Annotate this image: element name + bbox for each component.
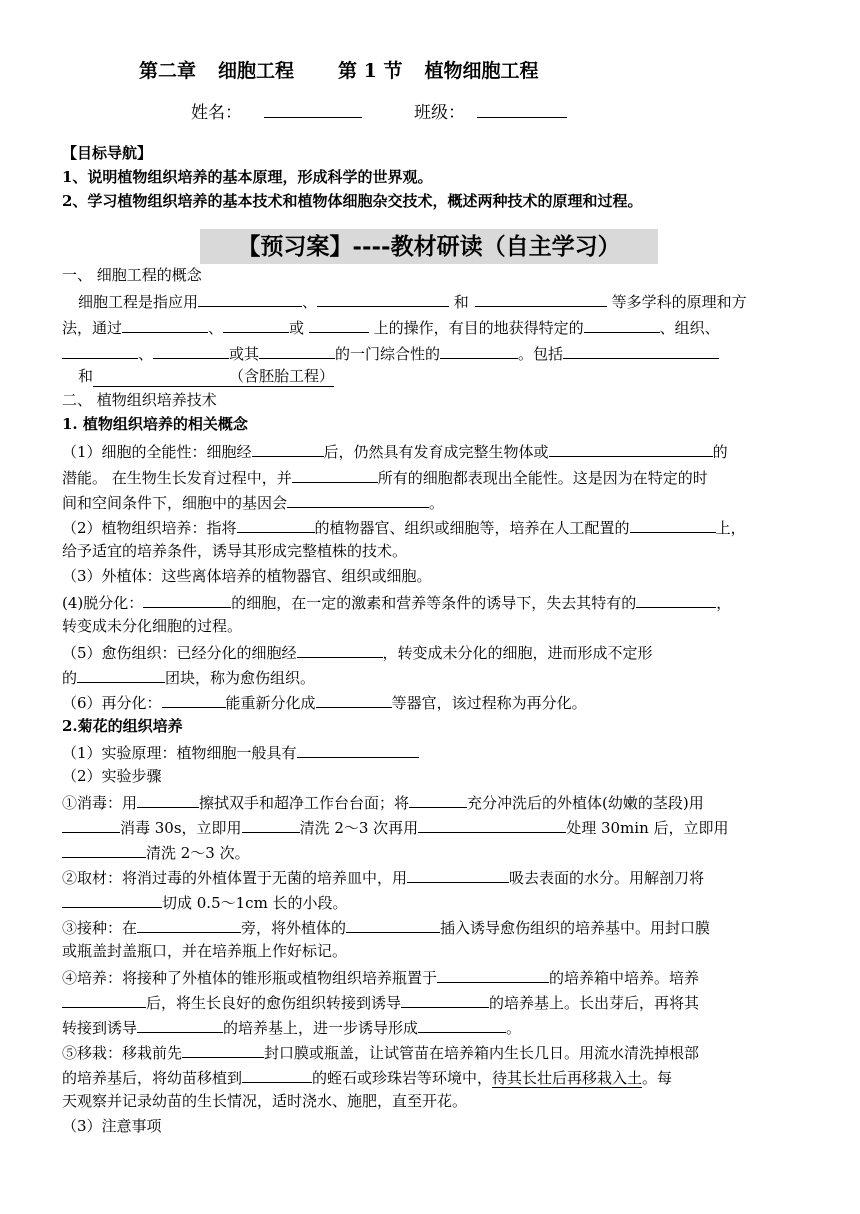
principle-line: （1）实验原理：植物细胞一般具有 bbox=[62, 741, 419, 763]
concept-5-line-1: （5）愈伤组织：已经分化的细胞经 ，转变成未分化的细胞，进而形成不定形 bbox=[62, 641, 653, 663]
blank[interactable] bbox=[137, 916, 241, 933]
section-number: 第 1 节 bbox=[338, 60, 403, 82]
blank[interactable] bbox=[292, 466, 378, 483]
blank[interactable] bbox=[198, 290, 302, 307]
blank[interactable] bbox=[437, 966, 549, 983]
blank[interactable] bbox=[122, 316, 208, 333]
blank[interactable] bbox=[182, 1041, 264, 1058]
chapter-number: 第二章 bbox=[139, 60, 197, 82]
step-1-line-3: 清洗 2～3 次。 bbox=[62, 841, 250, 863]
step-4-line-2: 后，将生长良好的愈伤组织转接到诱导 的培养基上。长出芽后，再将其 bbox=[62, 991, 699, 1013]
concept-1-line-3: 间和空间条件下，细胞中的基因会 。 bbox=[62, 491, 444, 513]
blank[interactable] bbox=[418, 816, 566, 833]
blank-embryo-engineering[interactable]: （含胚胎工程） bbox=[93, 366, 334, 387]
blank[interactable] bbox=[237, 516, 315, 533]
step-3-line-2: 或瓶盖封盖瓶口，并在培养瓶上作好标记。 bbox=[62, 942, 348, 960]
section-title: 植物细胞工程 bbox=[424, 60, 539, 82]
blank[interactable] bbox=[409, 791, 467, 808]
blank[interactable] bbox=[62, 841, 146, 858]
s1-line-4: 和 （含胚胎工程） bbox=[78, 367, 335, 385]
blank[interactable] bbox=[630, 516, 716, 533]
step-5-line-1: ⑤移栽：移栽前先 封口膜或瓶盖，让试管苗在培养箱内生长几日。用流水清洗掉根部 bbox=[62, 1041, 699, 1063]
blank[interactable] bbox=[407, 866, 509, 883]
blank[interactable] bbox=[418, 1016, 506, 1033]
blank[interactable] bbox=[259, 342, 335, 359]
section-1-heading: 一、 细胞工程的概念 bbox=[62, 266, 202, 284]
blank[interactable] bbox=[636, 591, 716, 608]
step-5-line-3: 天观察并记录幼苗的生长情况，适时浇水、施肥，直至开花。 bbox=[62, 1092, 468, 1110]
blank[interactable] bbox=[317, 290, 449, 307]
step-1-line-1: ①消毒：用 擦拭双手和超净工作台台面；将 充分冲洗后的外植体(幼嫩的茎段)用 bbox=[62, 791, 704, 813]
concept-4-line-1: (4)脱分化： 的细胞，在一定的激素和营养等条件的诱导下，失去其特有的 ， bbox=[62, 591, 731, 613]
goals-heading: 【目标导航】 bbox=[62, 144, 153, 162]
blank[interactable] bbox=[316, 691, 392, 708]
concept-1-line-2: 潜能。 在生物生长发育过程中，并 所有的细胞都表现出全能性。这是因为在特定的时 bbox=[62, 466, 708, 488]
s1-line-1: 细胞工程是指应用 、 和 等多学科的原理和方 bbox=[78, 290, 747, 312]
s1-line-2: 法，通过 、 或 上的操作，有目的地获得特定的 、组织、 bbox=[62, 316, 720, 338]
concept-3: （3）外植体：这些离体培养的植物器官、组织或细胞。 bbox=[62, 567, 432, 585]
subsection-1-heading: 1. 植物组织培养的相关概念 bbox=[62, 415, 248, 433]
underlined-phrase: 待其长壮后再移栽入土 bbox=[492, 1069, 643, 1087]
blank[interactable] bbox=[287, 491, 429, 508]
blank[interactable] bbox=[62, 342, 138, 359]
blank[interactable] bbox=[584, 316, 660, 333]
class-blank[interactable] bbox=[477, 101, 567, 118]
concept-2-line-1: （2）植物组织培养：指将 的植物器官、组织或细胞等，培养在人工配置的 上， bbox=[62, 516, 746, 538]
blank[interactable] bbox=[297, 641, 383, 658]
step-5-line-2: 的培养基后，将幼苗移植到 的蛭石或珍珠岩等环境中，待其长壮后再移栽入土。每 bbox=[62, 1066, 672, 1088]
blank[interactable] bbox=[346, 916, 440, 933]
step-2-line-1: ②取材：将消过毒的外植体置于无菌的培养皿中，用 吸去表面的水分。用解剖刀将 bbox=[62, 866, 704, 888]
s1-line-3: 、 或其 的一门综合性的 。包括 bbox=[62, 342, 719, 364]
notes-heading: （3）注意事项 bbox=[62, 1117, 162, 1135]
name-label: 姓名： bbox=[191, 103, 242, 123]
blank[interactable] bbox=[62, 816, 120, 833]
goal-item-1: 1、说明植物组织培养的基本原理，形成科学的世界观。 bbox=[62, 168, 433, 186]
blank[interactable] bbox=[137, 791, 199, 808]
blank[interactable] bbox=[162, 691, 226, 708]
concept-6: （6）再分化： 能重新分化成 等器官，该过程称为再分化。 bbox=[62, 691, 587, 713]
step-4-line-1: ④培养：将接种了外植体的锥形瓶或植物组织培养瓶置于 的培养箱中培养。培养 bbox=[62, 966, 699, 988]
blank[interactable] bbox=[563, 342, 719, 359]
concept-2-line-2: 给予适宜的培养条件，诱导其形成完整植株的技术。 bbox=[62, 542, 408, 560]
step-4-line-3: 转接到诱导 的培养基上，进一步诱导形成 。 bbox=[62, 1016, 521, 1038]
blank[interactable] bbox=[475, 290, 607, 307]
blank[interactable] bbox=[137, 1016, 223, 1033]
blank[interactable] bbox=[223, 316, 289, 333]
concept-4-line-2: 转变成未分化细胞的过程。 bbox=[62, 617, 243, 635]
blank[interactable] bbox=[153, 342, 229, 359]
step-1-line-2: 消毒 30s，立即用 清洗 2～3 次再用 处理 30min 后，立即用 bbox=[62, 816, 729, 838]
blank[interactable] bbox=[242, 1066, 312, 1083]
blank[interactable] bbox=[549, 440, 713, 457]
blank[interactable] bbox=[62, 991, 146, 1008]
blank[interactable] bbox=[62, 891, 162, 908]
steps-heading: （2）实验步骤 bbox=[62, 767, 162, 785]
blank[interactable] bbox=[401, 991, 489, 1008]
blank[interactable] bbox=[297, 741, 419, 758]
student-info bbox=[191, 101, 567, 124]
name-blank[interactable] bbox=[264, 101, 362, 118]
preview-banner: 【预习案】----教材研读（自主学习） bbox=[200, 229, 658, 264]
step-3-line-1: ③接种：在 旁，将外植体的 插入诱导愈伤组织的培养基中。用封口膜 bbox=[62, 916, 710, 938]
section-2-heading: 二、 植物组织培养技术 bbox=[62, 391, 217, 409]
class-label: 班级： bbox=[414, 103, 465, 123]
step-2-line-2: 切成 0.5～1cm 长的小段。 bbox=[62, 891, 348, 913]
subsection-2-heading: 2.菊花的组织培养 bbox=[62, 717, 183, 735]
blank[interactable] bbox=[77, 666, 165, 683]
blank[interactable] bbox=[143, 591, 231, 608]
blank[interactable] bbox=[440, 342, 518, 359]
concept-1-line-1: （1）细胞的全能性：细胞经 后，仍然具有发育成完整生物体或 的 bbox=[62, 440, 728, 462]
concept-5-line-2: 的 团块，称为愈伤组织。 bbox=[62, 666, 315, 688]
page-title bbox=[139, 58, 539, 84]
blank[interactable] bbox=[309, 316, 369, 333]
blank[interactable] bbox=[242, 816, 300, 833]
blank[interactable] bbox=[252, 440, 324, 457]
goal-item-2: 2、学习植物组织培养的基本技术和植物体细胞杂交技术，概述两种技术的原理和过程。 bbox=[62, 192, 643, 210]
chapter-title: 细胞工程 bbox=[218, 60, 295, 82]
